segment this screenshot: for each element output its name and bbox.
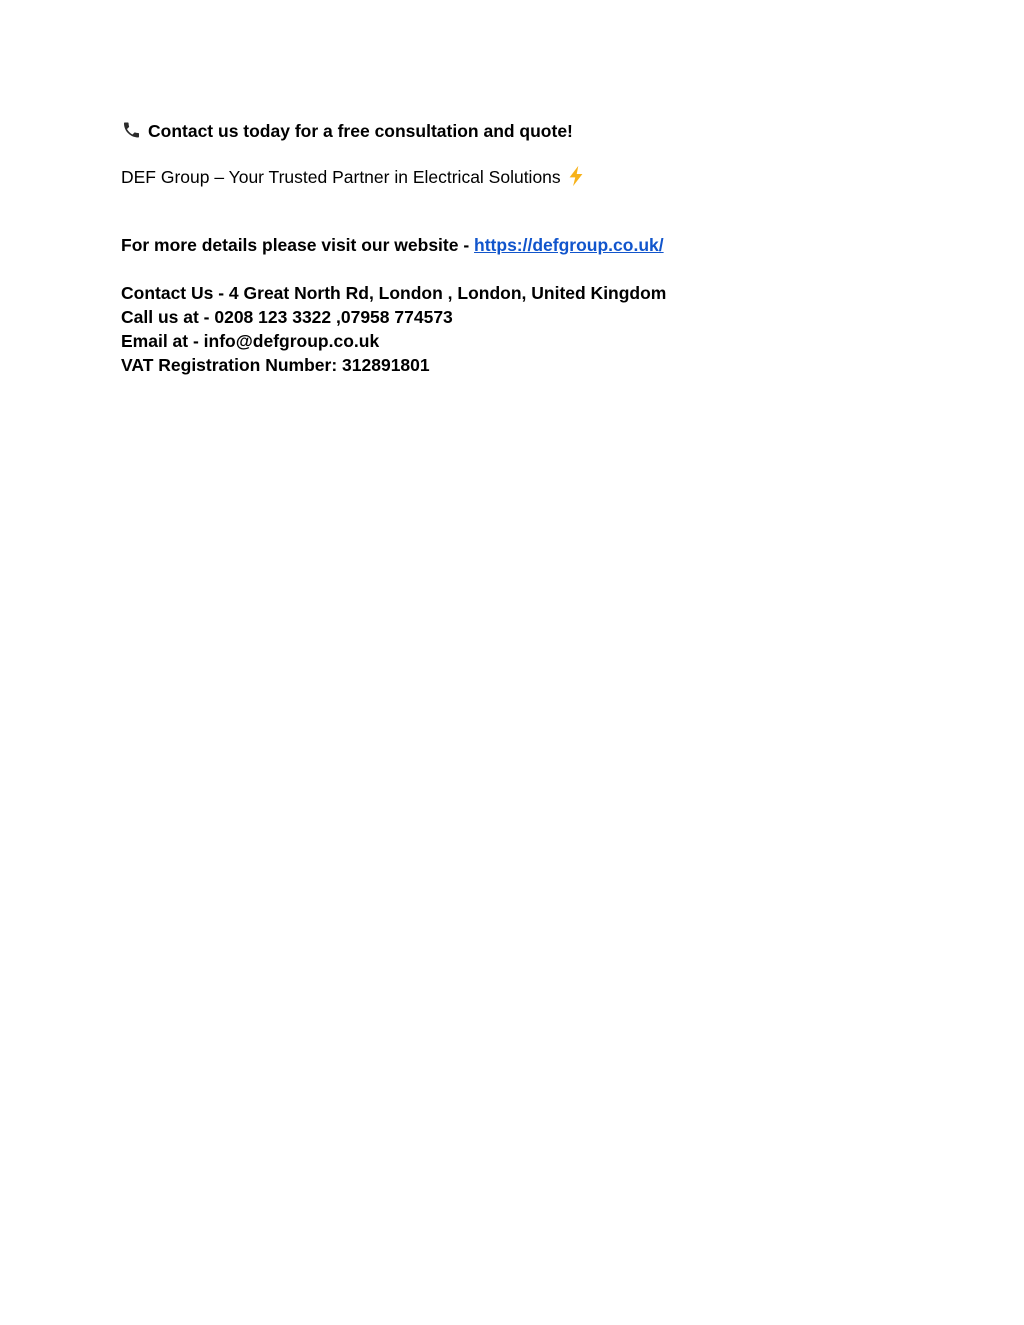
cta-text: Contact us today for a free consultation and quote!	[148, 121, 573, 141]
vat-number: VAT Registration Number: 312891801	[121, 355, 430, 375]
website-link[interactable]: https://defgroup.co.uk/	[474, 235, 664, 255]
cta-line	[121, 120, 573, 142]
contact-phone: Call us at - 0208 123 3322 ,07958 774573	[121, 307, 453, 327]
website-line	[121, 234, 664, 256]
contact-address: Contact Us - 4 Great North Rd, London , London, United Kingdom	[121, 283, 667, 303]
tagline-text: DEF Group – Your Trusted Partner in Electrical Solutions	[121, 167, 561, 187]
contact-email: Email at - info@defgroup.co.uk	[121, 331, 380, 351]
website-prefix: For more details please visit our website -	[121, 235, 475, 255]
phone-icon	[121, 120, 142, 140]
tagline-line	[121, 165, 586, 188]
lightning-bolt-icon	[566, 165, 586, 187]
